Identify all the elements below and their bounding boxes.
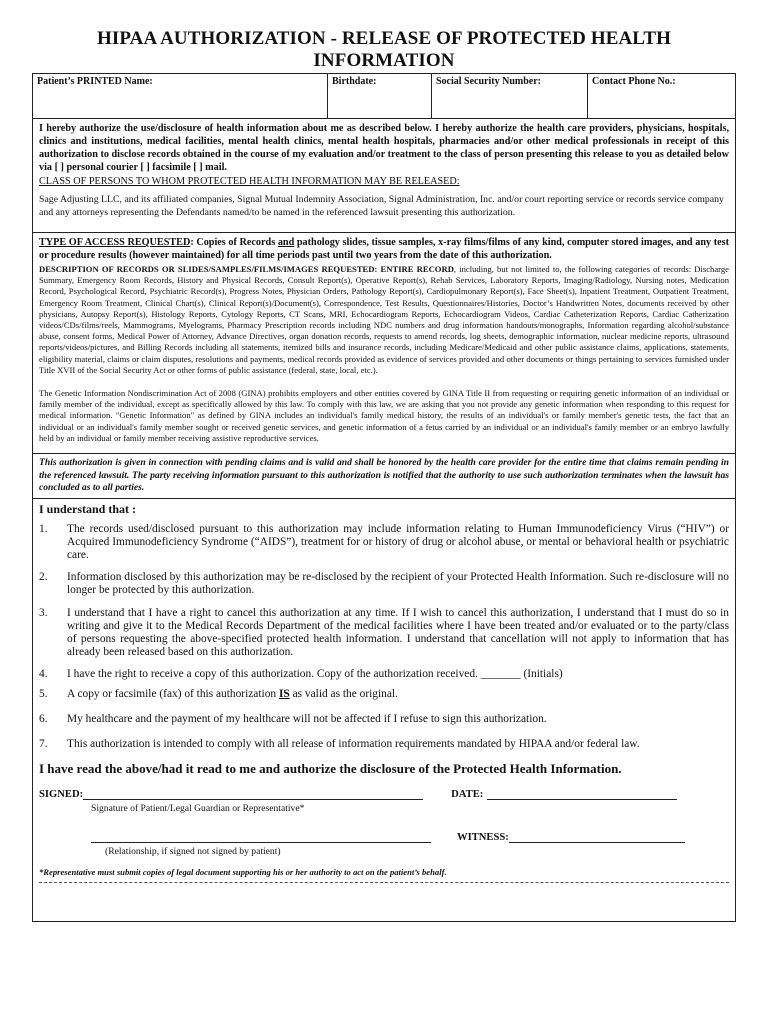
understand-title: I understand that : <box>39 501 137 516</box>
list-item <box>39 668 729 681</box>
records-description <box>39 264 729 376</box>
form-title: HIPAA AUTHORIZATION - RELEASE OF PROTECTED HEALTH INFORMATION <box>97 28 671 71</box>
type-access-text-b: pathology slides, tissue samples, x-ray films/films of any kind, computer stored images, and any test or procedure results (however maintained) for all time periods past until two years from the date of this authorization. <box>39 237 729 261</box>
initials-blank[interactable]: _______ <box>480 668 521 681</box>
birthdate-field[interactable]: Birthdate: <box>328 74 432 118</box>
type-access-text-a: : Copies of Records <box>190 237 278 248</box>
phone-field[interactable]: Contact Phone No.: <box>592 76 676 87</box>
item-text <box>67 668 729 681</box>
access-section <box>33 233 735 453</box>
item-text-b: as valid as the original. <box>289 687 398 700</box>
item-number: 3. <box>39 606 48 619</box>
form-frame <box>32 73 736 922</box>
item-text-b: (Initials) <box>520 668 563 681</box>
date-label: DATE: <box>451 789 484 801</box>
witness-line[interactable] <box>509 832 685 843</box>
item-text-a: A copy or facsimile (fax) of this authorization <box>67 687 279 700</box>
item-emphasis: IS <box>278 687 290 700</box>
signature-caption: Signature of Patient/Legal Guardian or Representative* <box>91 803 305 815</box>
class-heading: CLASS OF PERSONS TO WHOM PROTECTED HEALTH INFORMATION MAY BE RELEASED: <box>39 176 460 187</box>
item-number: 5. <box>39 687 48 700</box>
list-item <box>39 713 729 726</box>
type-access-and: and <box>277 237 295 248</box>
form-page <box>32 28 736 922</box>
item-text: My healthcare and the payment of my healthcare will not be affected if I refuse to sign this authorization. <box>67 712 547 725</box>
signature-line[interactable] <box>83 789 423 800</box>
date-line[interactable] <box>487 789 677 800</box>
authorization-section <box>33 119 735 233</box>
witness-row <box>39 832 729 843</box>
item-text: Information disclosed by this authorization may be re-disclosed by the recipient of your Protected Health Information. Such re-disclosure will no longer be protected by this authorization. <box>67 571 729 597</box>
item-text: I understand that I have a right to cancel this authorization at any time. If I wish to cancel this authorization, I understand that I must do so in writing and give it to the Medical Records Department of the medical facilities where I have been treated and/or evaluated or to the party/class of persons requesting the above-specified protected health information. I understand that cancellation will not apply to information that has already been released based on this authorization. <box>67 606 729 659</box>
validity-notice: This authorization is given in connection with pending claims and is valid and shall be honored by the health care provider for the entire time that claims remain pending in the referenced lawsuit. The party receiving information pursuant to this authorization is notified that the authority to use such authorization terminates when the lawsuit has concluded as to all parties. <box>33 453 735 498</box>
patient-info-row <box>33 74 735 119</box>
patient-name-field[interactable]: Patient’s PRINTED Name: <box>33 74 328 118</box>
list-item <box>39 523 729 563</box>
authorization-text: I hereby authorize the use/disclosure of health information about me as described below. I hereby authorize the health care providers, physicians, hospitals, clinics and institutions, medical facilities, mental health clinics, mental health hospitals, pharmacies and/or other medical professionals in receipt of this authorization to disclose records obtained in the course of my evaluation and/or treatment to the class of person presenting this release to you as detailed below via [ ] personal courier [ ] facsimile [ ] mail. <box>39 123 729 173</box>
list-item <box>39 688 729 701</box>
item-number: 4. <box>39 668 48 681</box>
item-text: This authorization is intended to comply with all release of information requirements mandated by HIPAA and/or federal law. <box>67 737 640 750</box>
item-number: 1. <box>39 522 48 535</box>
understand-section <box>33 498 735 922</box>
item-number: 6. <box>39 712 48 725</box>
ssn-field[interactable]: Social Security Number: <box>432 74 588 118</box>
description-label: DESCRIPTION OF RECORDS OR SLIDES/SAMPLES/FILMS/IMAGES REQUESTED: ENTIRE RECORD <box>39 264 454 274</box>
witness-label: WITNESS: <box>457 832 509 844</box>
list-item <box>39 607 729 660</box>
relationship-line[interactable] <box>91 832 431 843</box>
item-text-a: I have the right to receive a copy of this authorization. Copy of the authorization received. <box>67 668 481 681</box>
class-body: Sage Adjusting LLC, and its affiliated companies, Signal Mutual Indemnity Association, Signal Administration, Inc. and/or court reporting service or records service company and any attorneys representing the Defendants named/to be named in the referenced lawsuit presenting this authorization. <box>39 194 724 218</box>
signature-row <box>39 789 729 800</box>
gina-notice: The Genetic Information Nondiscrimination Act of 2008 (GINA) prohibits employers and other entities covered by GINA Title II from requesting or requiring genetic information of an individual or family member of the individual, except as specifically allowed by this law. To comply with this law, we are asking that you not provide any genetic information when responding to this request for medical information. "Genetic Information" as defined by GINA includes an individual's family medical history, the results of an individual's or family member's genetic tests, the fact that an individual or an individual's family member sought or received genetic services, and genetic information of a fetus carried by an individual or an individual's family member or an embryo lawfully held by an individual or family member receiving assistive reproductive services. <box>39 388 729 443</box>
item-text <box>67 688 729 701</box>
relationship-caption: (Relationship, if signed not signed by patient) <box>105 846 281 858</box>
item-number: 2. <box>39 571 48 584</box>
type-access-label: TYPE OF ACCESS REQUESTED <box>39 237 191 248</box>
representative-footnote: *Representative must submit copies of legal document supporting his or her authority to act on the patient’s behalf. <box>39 867 447 878</box>
final-statement: I have read the above/had it read to me and authorize the disclosure of the Protected Health Information. <box>39 761 622 777</box>
item-number: 7. <box>39 737 48 750</box>
list-item <box>39 738 729 751</box>
list-item <box>39 571 729 597</box>
type-access-text <box>39 236 729 262</box>
item-text: The records used/disclosed pursuant to this authorization may include information relating to Human Immunodeficiency Virus (“HIV”) or Acquired Immunodeficiency Syndrome (“AIDS”), treatment for or history of drug or alcohol abuse, or mental or behavioral health or psychiatric care. <box>67 522 729 561</box>
signed-label: SIGNED: <box>39 789 84 801</box>
description-text: , including, but not limited to, the following categories of records: Discharge Summary, Emergency Room Records, History and Physical Records, Consult Report(s), Operative Report(s), Rehab Services, Laboratory Reports, Imaging/Radiology, Nursing notes, Medication Record, Psychological Record, Psychiatric Record(s), Progress Notes, Physician Orders, Pathology Report(s), Cardiopulmonary Report(s), Face Sheet(s), Inpatient Treatment, Outpatient Treatment, Emergency Room Treatment, Clinical Chart(s), Clinical Report(s)/Document(s), Correspondence, Test Results, Questionnaires/Histories, Doctor’s Handwritten Notes, documents received by other physicians, Autopsy Report(s), Histology Reports, Cytology Reports, CT Scans, MRI, Echocardiogram Reports, Echocardiogram Videos, Cardiac Catheterization Reports, Cardiac Catherization videos/CDs/films/reels, Mammograms, Myelograms, Pharmacy Prescription records including NDC numbers and drug information handouts/monographs, Information regarding alcohol/substance abuse, consent forms, Medical Power of Attorney, Advance Directives, organ donation records, requests to amend records, log sheets, demographic information, nuclear medicine reports, ultrasound reports/videos/pictures, and Billing Records including all statements, itemized bills and insurance records, including Medicare/Medicaid and other public assistance claims, applications, statements, eligibility material, claims or claim disputes, resolutions and payments, medical records provided as evidence of services provided and other documents or things pertaining to services furnished under Title XVII of the Social Security Act or other forms of public assistance (federal, state, local, etc.). <box>39 264 729 375</box>
